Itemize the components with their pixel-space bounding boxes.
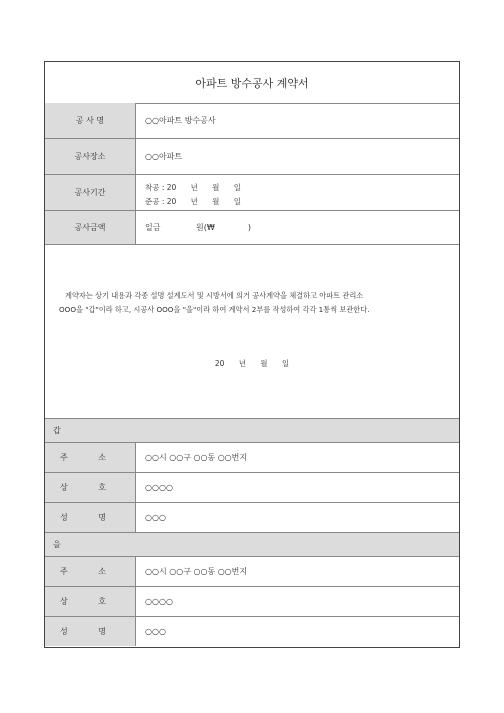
party-a-firm-value: ○○○○ bbox=[145, 483, 173, 492]
party-a-address-row bbox=[45, 443, 459, 473]
party-b-firm-row bbox=[45, 587, 459, 617]
project-name-label: 공 사 명 bbox=[45, 103, 136, 138]
project-location-label: 공사장소 bbox=[45, 139, 136, 174]
contract-date: 20 년 월 일 bbox=[214, 359, 290, 368]
party-a-name-row bbox=[45, 503, 459, 533]
document-title: 아파트 방수공사 계약서 bbox=[45, 62, 459, 104]
project-amount-label: 공사금액 bbox=[45, 211, 136, 244]
party-b-address-row bbox=[45, 557, 459, 587]
agreement-section bbox=[45, 245, 459, 419]
project-period-label: 공사기간 bbox=[45, 175, 136, 210]
period-start: 착공 : 20 년 월 일 bbox=[145, 183, 241, 192]
project-amount-value: 일금 원(₩ ) bbox=[145, 223, 251, 232]
project-name-row bbox=[45, 103, 459, 139]
period-end: 준공 : 20 년 월 일 bbox=[145, 197, 241, 206]
project-amount-row bbox=[45, 211, 459, 245]
party-a-firm-row bbox=[45, 473, 459, 503]
party-b-address-value: ○○시 ○○구 ○○동 ○○번지 bbox=[145, 567, 248, 576]
party-b-name-label: 성 명 bbox=[45, 617, 136, 646]
party-a-firm-label: 상 호 bbox=[45, 473, 136, 502]
party-b-firm-label: 상 호 bbox=[45, 587, 136, 616]
project-name-value: ○○아파트 방수공사 bbox=[145, 116, 216, 125]
project-location-value: ○○아파트 bbox=[145, 152, 183, 161]
party-a-address-label: 주 소 bbox=[45, 443, 136, 472]
party-b-name-value: ○○○ bbox=[145, 627, 166, 636]
party-b-address-label: 주 소 bbox=[45, 557, 136, 586]
contract-document bbox=[44, 61, 460, 648]
party-a-name-label: 성 명 bbox=[45, 503, 136, 532]
party-b-firm-value: ○○○○ bbox=[145, 597, 173, 606]
party-a-address-value: ○○시 ○○구 ○○동 ○○번지 bbox=[145, 453, 248, 462]
project-period-row bbox=[45, 175, 459, 211]
agreement-line-2: OOO을 "갑"이라 하고, 시공사 OOO을 "을"이라 하여 계약서 2부를 작성하여 각각 1통씩 보관한다. bbox=[59, 305, 370, 314]
agreement-line-1: 계약자는 상기 내용과 각종 설명 설계도서 및 시방서에 의거 공사계약을 체결하고 아파트 관리소 bbox=[65, 291, 364, 300]
party-a-header: 갑 bbox=[45, 419, 459, 443]
party-a-name-value: ○○○ bbox=[145, 513, 166, 522]
party-b-header: 을 bbox=[45, 533, 459, 557]
project-location-row bbox=[45, 139, 459, 175]
party-b-name-row bbox=[45, 617, 459, 646]
